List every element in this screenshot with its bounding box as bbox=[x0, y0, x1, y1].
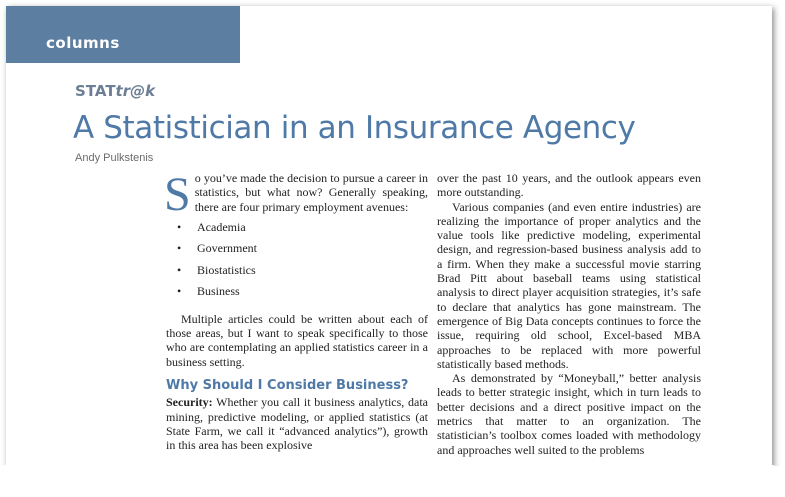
kicker-trak: tr@k bbox=[115, 82, 156, 100]
security-text: Whether you call it business analytics, data mining, predictive modeling, or applied statistics (at State Farm, we call it “advanced analytics”), growth in this area has been explosive bbox=[166, 395, 428, 453]
text-column-1 bbox=[164, 168, 428, 453]
article-author: Andy Pulkstenis bbox=[75, 152, 154, 164]
body-paragraph: As demonstrated by “Moneyball,” better analysis leads to better strategic insight, which in turn leads to better decisions and a direct positive impact on the metrics that matter to an organization. The statistician’s toolbox comes loaded with methodology and approaches well suited to the problems bbox=[437, 371, 701, 457]
section-tab bbox=[6, 6, 240, 63]
section-heading: Why Should I Consider Business? bbox=[166, 378, 409, 394]
avenues-list bbox=[166, 220, 428, 306]
list-item: • Government bbox=[166, 241, 428, 263]
column-kicker bbox=[75, 82, 155, 100]
intro-text: o you’ve made the decision to pursue a career in statistics, but what now? Generally speaking, there are four primary employment avenues: bbox=[194, 171, 428, 214]
article-title: A Statistician in an Insurance Agency bbox=[73, 110, 636, 146]
text-column-2 bbox=[437, 171, 701, 457]
body-paragraph: Various companies (and even entire industries) are realizing the importance of proper analytics and the value tools like predictive modeling, experimental design, and regression-based business analysis add to a firm. When they make a successful movie starring Brad Pitt about baseball teams using statistical analysis to direct player acquisition strategies, it’s safe to declare that analytics has gone mainstream. The emergence of Big Data concepts continues to force the issue, requiring old school, Excel-based MBA approaches to be replaced with more powerful statistically based methods. bbox=[437, 199, 701, 371]
drop-cap: S bbox=[164, 168, 191, 221]
intro-paragraph bbox=[164, 168, 428, 221]
body-paragraph: Multiple articles could be written about each of those areas, but I want to speak specifically to those who are contemplating an applied statistics career in a business setting. bbox=[166, 311, 428, 369]
list-item: • Academia bbox=[166, 220, 428, 242]
body-paragraph: over the past 10 years, and the outlook appears even more outstanding. bbox=[437, 171, 701, 200]
magazine-page bbox=[6, 6, 772, 484]
section-label: columns bbox=[46, 34, 120, 52]
kicker-stat: STAT bbox=[75, 82, 116, 100]
security-paragraph bbox=[166, 395, 428, 452]
list-item: • Biostatistics bbox=[166, 263, 428, 285]
list-item: • Business bbox=[166, 284, 428, 306]
run-in-label: Security: bbox=[166, 395, 213, 410]
